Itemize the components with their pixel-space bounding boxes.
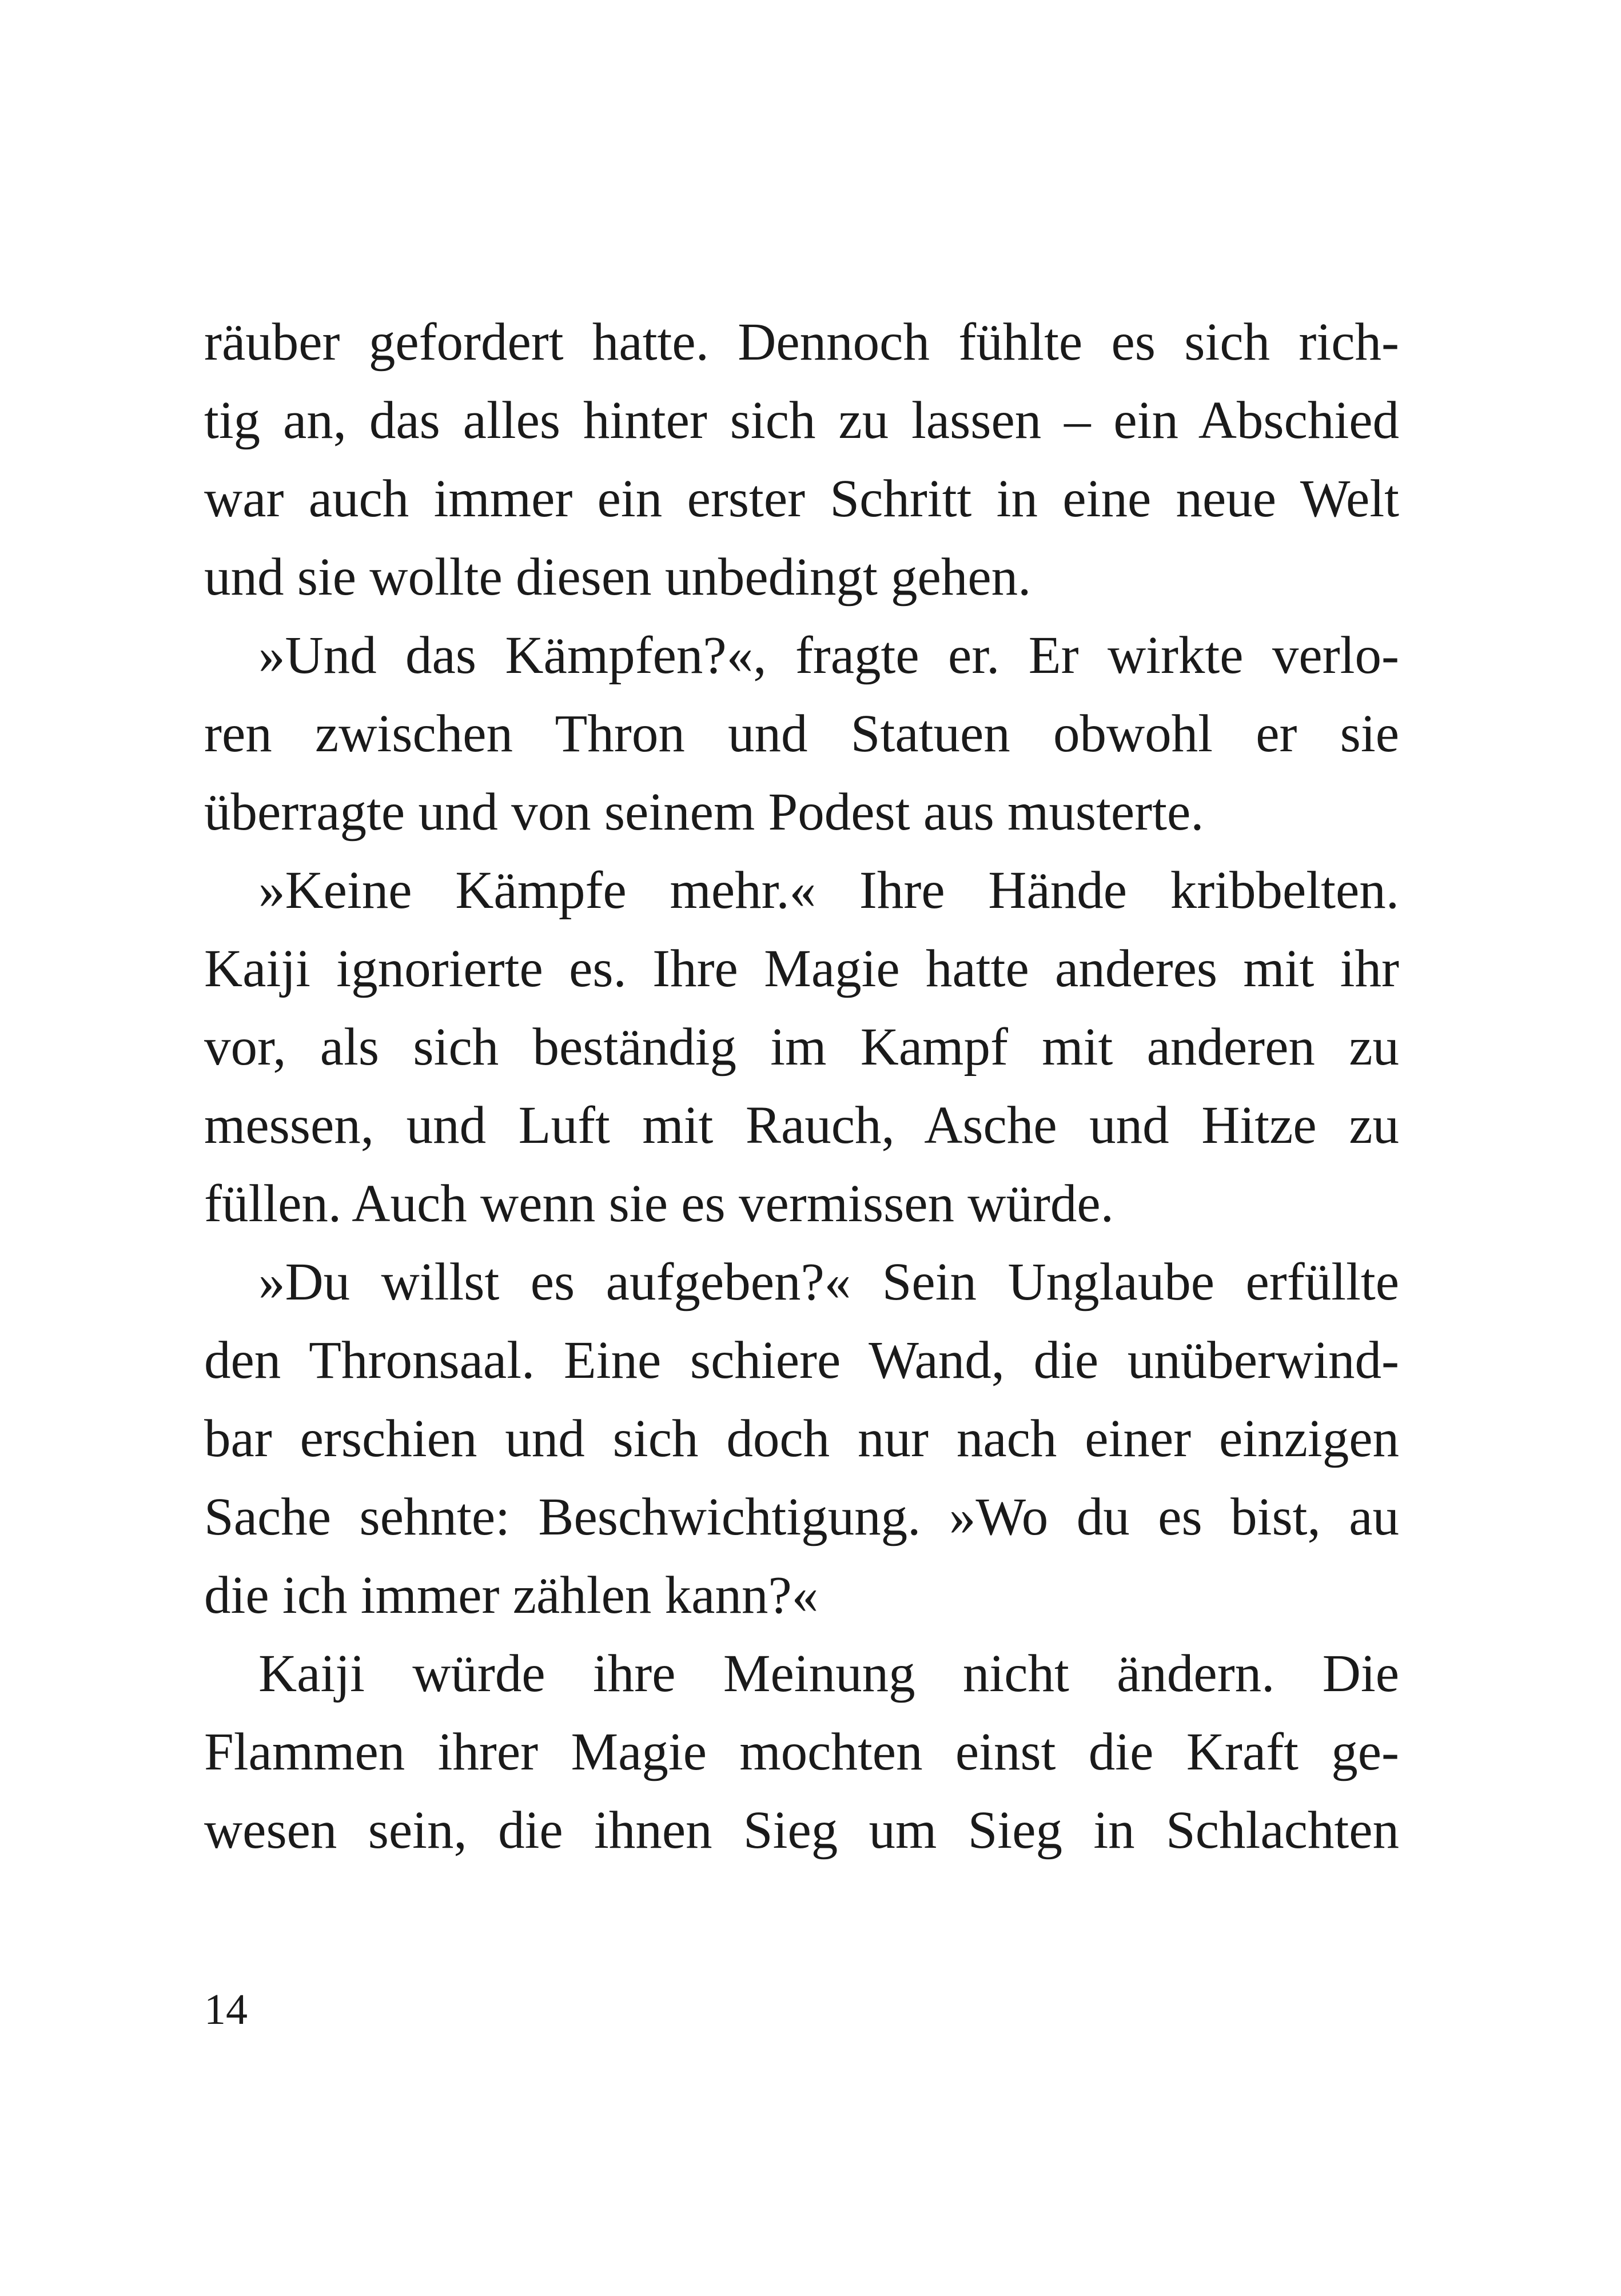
body-text bbox=[204, 303, 1399, 1870]
text-line: wesen sein, die ihnen Sieg um Sieg in Schlachten bbox=[204, 1801, 1399, 1860]
text-line: überragte und von seinem Podest aus musterte. bbox=[204, 783, 1204, 842]
text-line: messen, und Luft mit Rauch, Asche und Hitze zu bbox=[204, 1096, 1399, 1155]
text-line: räuber gefordert hatte. Dennoch fühlte es sich rich- bbox=[204, 313, 1399, 372]
text-line: Flammen ihrer Magie mochten einst die Kraft ge- bbox=[204, 1723, 1399, 1781]
text-line: »Du willst es aufgeben?« Sein Unglaube erfüllte bbox=[258, 1253, 1399, 1312]
text-line: füllen. Auch wenn sie es vermissen würde. bbox=[204, 1174, 1114, 1233]
text-line: ren zwischen Thron und Statuen obwohl er sie bbox=[204, 704, 1399, 763]
text-line: Kaiji würde ihre Meinung nicht ändern. Die bbox=[258, 1644, 1399, 1703]
text-line: Sache sehnte: Beschwichtigung. »Wo du es bist, au bbox=[204, 1488, 1399, 1546]
text-line: Kaiji ignorierte es. Ihre Magie hatte anderes mit ihr bbox=[204, 939, 1399, 998]
text-line: und sie wollte diesen unbedingt gehen. bbox=[204, 548, 1031, 607]
page-number: 14 bbox=[204, 1986, 248, 2034]
text-line: »Keine Kämpfe mehr.« Ihre Hände kribbelten. bbox=[258, 861, 1399, 920]
text-line: bar erschien und sich doch nur nach einer einzigen bbox=[204, 1409, 1399, 1468]
text-line: war auch immer ein erster Schritt in eine neue Welt bbox=[204, 469, 1399, 528]
text-line: die ich immer zählen kann?« bbox=[204, 1566, 819, 1625]
text-line: den Thronsaal. Eine schiere Wand, die unüberwind- bbox=[204, 1331, 1399, 1390]
text-line: »Und das Kämpfen?«, fragte er. Er wirkte verlo- bbox=[258, 626, 1399, 685]
text-line: tig an, das alles hinter sich zu lassen – ein Abschied bbox=[204, 391, 1399, 450]
text-line: vor, als sich beständig im Kampf mit anderen zu bbox=[204, 1018, 1399, 1077]
